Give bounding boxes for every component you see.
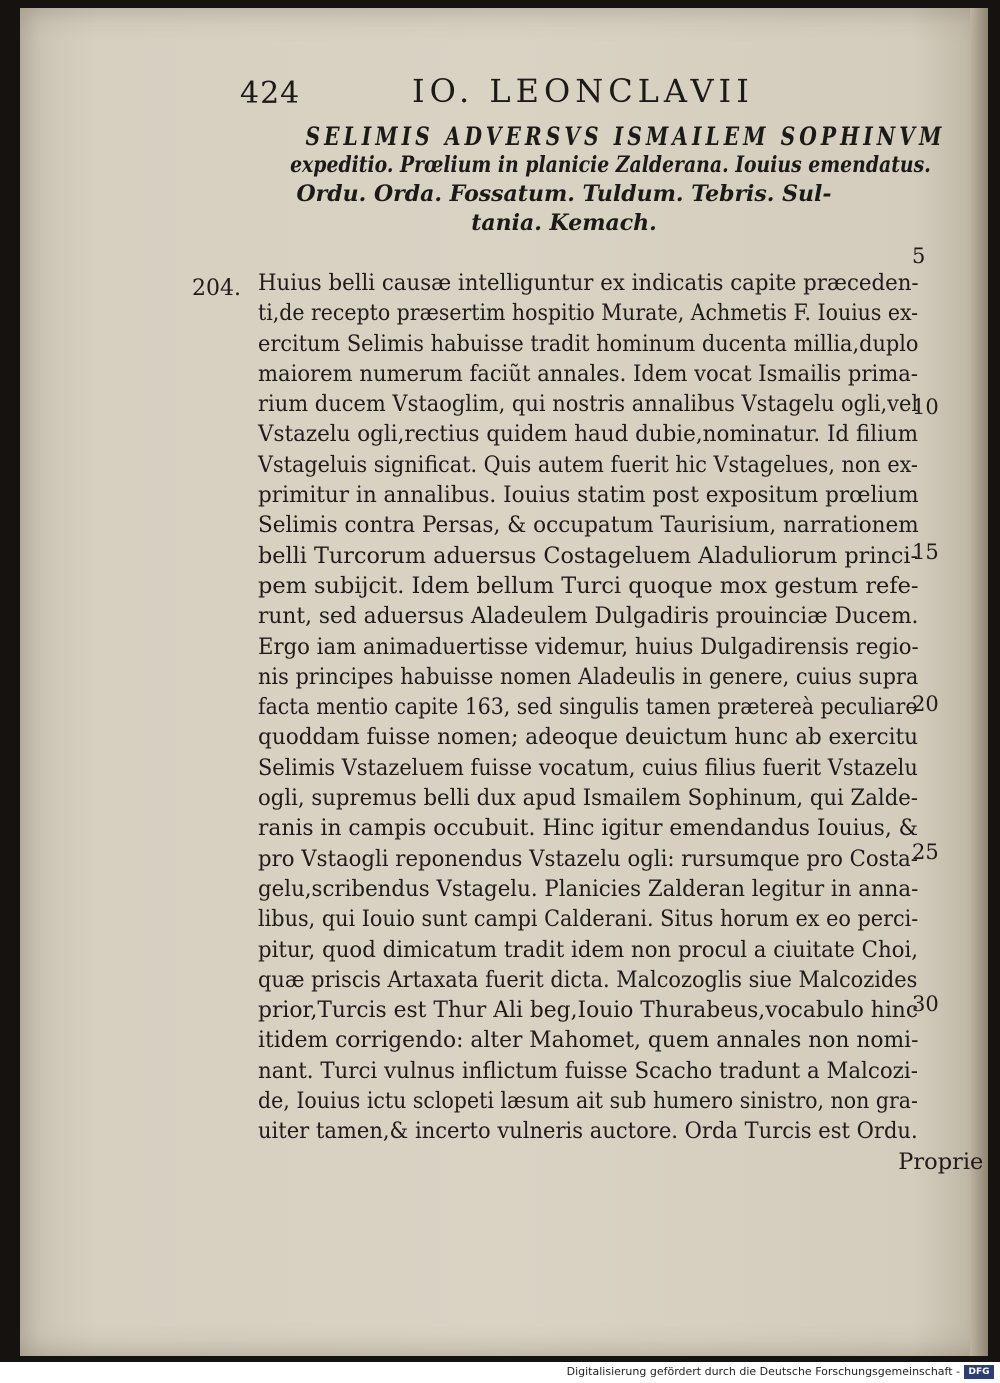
footer-bar bbox=[0, 1362, 1000, 1383]
text-line: Vstageluis significat. Quis autem fuerit hic Vstagelues, non ex- bbox=[258, 451, 918, 478]
line-number: 5 bbox=[912, 244, 926, 268]
funding-notice: Digitalisierung gefördert durch die Deutsche Forschungsgemeinschaft - bbox=[566, 1365, 960, 1378]
text-line: Vstazelu ogli,rectius quidem haud dubie,nominatur. Id filium bbox=[258, 421, 919, 448]
text-line: uiter tamen,& incerto vulneris auctore. Orda Turcis est Ordu. bbox=[258, 1118, 918, 1145]
chapter-heading-line: expeditio. Prœlium in planicie Zalderana. Iouius emendatus. bbox=[290, 152, 931, 178]
text-line: maiorem numerum faciũt annales. Idem vocat Ismailis prima- bbox=[258, 360, 918, 387]
text-line: nant. Turci vulnus inflictum fuisse Scacho tradunt a Malcozi- bbox=[258, 1057, 918, 1084]
text-line: Selimis Vstazeluem fuisse vocatum, cuius filius fuerit Vstazelu bbox=[258, 754, 918, 781]
text-line: pitur, quod dimicatum tradit idem non procul a ciuitate Choi, bbox=[258, 936, 919, 963]
line-number: 15 bbox=[912, 540, 939, 564]
dfg-logo-icon: DFG bbox=[964, 1365, 994, 1379]
line-number: 10 bbox=[912, 395, 939, 419]
text-line: pro Vstaogli reponendus Vstazelu ogli: rursumque pro Costa- bbox=[258, 845, 918, 872]
body-text bbox=[258, 268, 983, 1177]
text-line: runt, sed aduersus Aladeulem Dulgadiris prouinciæ Ducem. bbox=[258, 603, 919, 630]
text-line: libus, qui Iouio sunt campi Calderani. Situs horum ex eo perci- bbox=[258, 906, 919, 933]
text-line: ranis in campis occubuit. Hinc igitur emendandus Iouius, & bbox=[258, 815, 919, 842]
text-line: facta mentio capite 163, sed singulis tamen prætereà peculiare bbox=[258, 694, 918, 721]
text-line: quæ priscis Artaxata fuerit dicta. Malcozoglis siue Malcozides bbox=[258, 966, 918, 993]
line-number: 30 bbox=[912, 992, 939, 1016]
text-line: Selimis contra Persas, & occupatum Taurisium, narrationem bbox=[258, 512, 919, 539]
page-number: 424 bbox=[240, 76, 301, 111]
text-line: de, Iouius ictu sclopeti læsum ait sub humero sinistro, non gra- bbox=[258, 1088, 918, 1115]
text-line: Ergo iam animaduertisse videmur, huius Dulgadirensis regio- bbox=[258, 633, 919, 660]
text-line: rium ducem Vstaoglim, qui nostris annalibus Vstagelu ogli,vel bbox=[258, 391, 919, 418]
text-line: gelu,scribendus Vstagelu. Planicies Zalderan legitur in anna- bbox=[258, 875, 919, 902]
chapter-heading-line: Ordu. Orda. Fossatum. Tuldum. Tebris. Sul- bbox=[296, 181, 832, 207]
text-line: ogli, supremus belli dux apud Ismailem Sophinum, qui Zalde- bbox=[258, 785, 918, 812]
text-line: primitur in annalibus. Iouius statim post expositum prœlium bbox=[258, 482, 919, 509]
chapter-heading-caps: SELIMIS ADVERSVS ISMAILEM SOPHINVM bbox=[305, 122, 946, 151]
line-number: 20 bbox=[912, 692, 939, 716]
text-line: itidem corrigendo: alter Mahomet, quem annales non nomi- bbox=[258, 1027, 919, 1054]
section-number: 204. bbox=[192, 276, 241, 301]
chapter-heading-line: tania. Kemach. bbox=[471, 210, 657, 236]
running-title: IO. LEONCLAVII bbox=[412, 72, 754, 110]
text-line: ti,de recepto præsertim hospitio Murate, Achmetis F. Iouius ex- bbox=[258, 300, 919, 327]
line-number: 25 bbox=[912, 840, 939, 864]
text-line: pem subijcit. Idem bellum Turci quoque mox gestum refe- bbox=[258, 572, 919, 599]
text-line: belli Turcorum aduersus Costageluem Aladuliorum princi- bbox=[258, 542, 919, 569]
text-line: Huius belli causæ intelliguntur ex indicatis capite præceden- bbox=[258, 270, 919, 296]
running-head bbox=[0, 68, 1000, 118]
text-line: nis principes habuisse nomen Aladeulis in genere, cuius supra bbox=[258, 663, 919, 690]
catchword: Proprie bbox=[898, 1148, 984, 1175]
chapter-heading bbox=[244, 122, 946, 238]
text-line: ercitum Selimis habuisse tradit hominum ducenta millia,duplo bbox=[258, 330, 919, 357]
text-line: prior,Turcis est Thur Ali beg,Iouio Thurabeus,vocabulo hinc bbox=[258, 997, 919, 1024]
text-line: quoddam fuisse nomen; adeoque deuictum hunc ab exercitu bbox=[258, 724, 919, 751]
